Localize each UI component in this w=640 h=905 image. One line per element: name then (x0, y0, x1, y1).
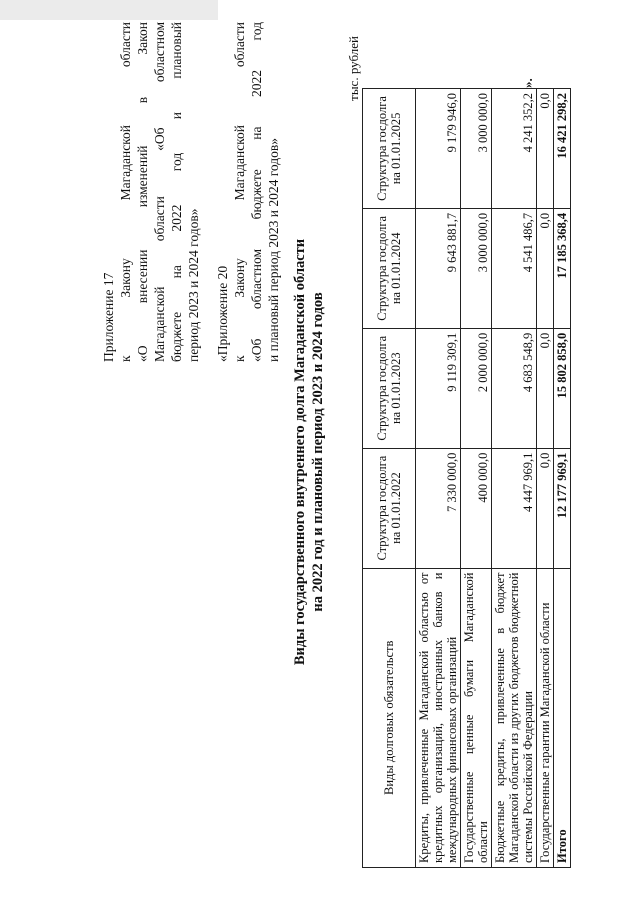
table-row (492, 89, 537, 868)
header-2022: Структура госдолга на 01.01.2022 (363, 448, 416, 568)
cell-value: 4 683 548,9 (492, 328, 537, 448)
cell-value: 9 643 881,7 (416, 208, 461, 328)
appendix-17-caption: Приложение 17 к Закону Магаданской области «О внесении изменений в Закон Магаданской области «Об областном бюджете на 2022 год и плановый период 2023 и 2024 годов» (101, 22, 201, 362)
header-2023: Структура госдолга на 01.01.2023 (363, 328, 416, 448)
cell-value: 0,0 (537, 89, 554, 209)
header-2024: Структура госдолга на 01.01.2024 (363, 208, 416, 328)
debt-structure-table (362, 88, 571, 868)
cell-value: 4 447 969,1 (492, 448, 537, 568)
total-value: 17 185 368,4 (554, 208, 571, 328)
appendix-20-caption: «Приложение 20 к Закону Магаданской области «Об областном бюджете на 2022 год и плановый период 2023 и 2024 годов» (215, 22, 281, 362)
table-row (461, 89, 492, 868)
table-total-row (554, 89, 571, 868)
row-label: Государственные ценные бумаги Магаданской области (461, 568, 492, 867)
closing-quote: ». (520, 78, 535, 88)
rotated-page (96, 22, 569, 882)
table-header-row (363, 89, 416, 868)
row-label: Государственные гарантии Магаданской области (537, 568, 554, 867)
cell-value: 0,0 (537, 448, 554, 568)
cell-value: 9 179 946,0 (416, 89, 461, 209)
cell-value: 9 119 309,1 (416, 328, 461, 448)
table-row (537, 89, 554, 868)
total-label: Итого (554, 568, 571, 867)
cell-value: 2 000 000,0 (461, 328, 492, 448)
total-value: 16 421 298,2 (554, 89, 571, 209)
table-row (416, 89, 461, 868)
total-value: 15 802 858,0 (554, 328, 571, 448)
row-label: Кредиты, привлеченные Магаданской областью от кредитных организаций, иностранных банков и международных финансовых организаций (416, 568, 461, 867)
cell-value: 4 541 486,7 (492, 208, 537, 328)
header-2025: Структура госдолга на 01.01.2025 (363, 89, 416, 209)
cell-value: 0,0 (537, 208, 554, 328)
cell-value: 4 241 352,2 (492, 89, 537, 209)
row-label: Бюджетные кредиты, привлеченные в бюджет Магаданской области из других бюджетов бюджетной системы Российской Федерации (492, 568, 537, 867)
total-value: 12 177 969,1 (554, 448, 571, 568)
cell-value: 400 000,0 (461, 448, 492, 568)
cell-value: 7 330 000,0 (416, 448, 461, 568)
cell-value: 3 000 000,0 (461, 89, 492, 209)
document-title: Виды государственного внутреннего долга Магаданской области на 2022 год и плановый период 2023 и 2024 годов (292, 238, 326, 666)
cell-value: 0,0 (537, 328, 554, 448)
cell-value: 3 000 000,0 (461, 208, 492, 328)
units-label: тыс. рублей (346, 36, 361, 101)
scan-top-edge (0, 0, 218, 20)
header-obligation-type: Виды долговых обязательств (363, 568, 416, 867)
